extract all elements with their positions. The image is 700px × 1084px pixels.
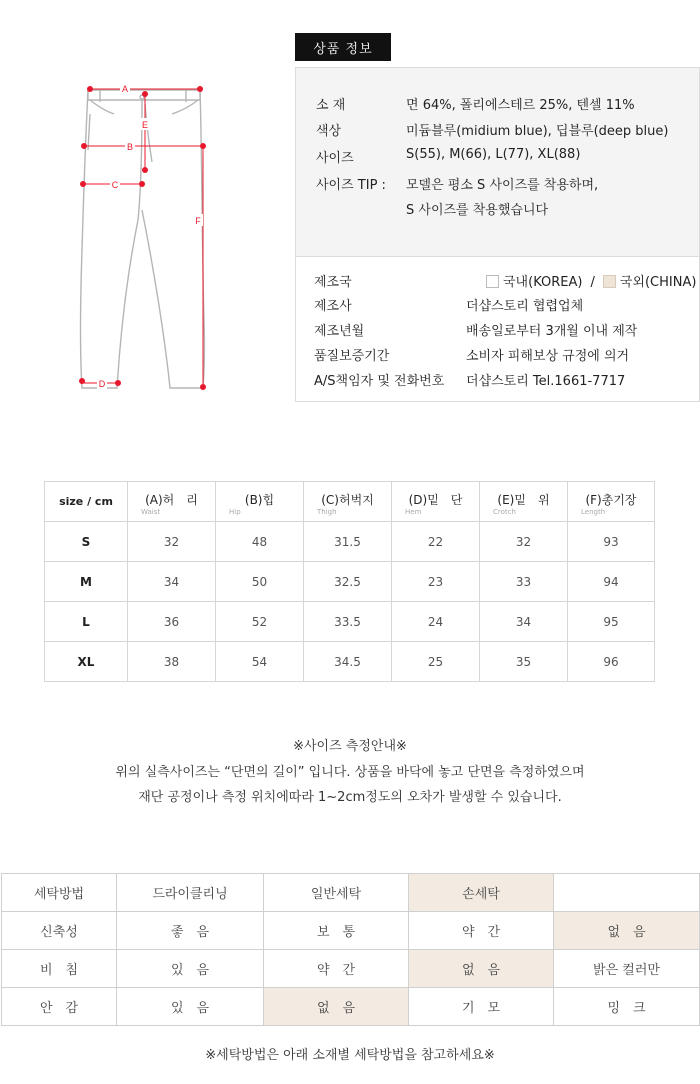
spec-box: 소 재 면 64%, 폴리에스테르 25%, 텐셀 11% 색상 미듐블루(midium blue), 딥블루(deep blue) 사이즈 S(55), M(66), L(77), XL(88) 사이즈 TIP : 모델은 평소 S 사이즈를 착용하며, S 사이즈를 착용했습니다	[295, 67, 700, 257]
table-row	[2, 950, 700, 988]
header-hem: (D)밑 단 Hem	[392, 482, 480, 522]
care-cell: 약 간	[264, 950, 409, 988]
size-corner: size / cm	[45, 482, 128, 522]
label-b: B	[126, 142, 134, 152]
care-cell: 약 간	[409, 912, 554, 950]
checkbox-china[interactable]	[603, 275, 616, 288]
care-row-label: 신축성	[2, 912, 117, 950]
care-row-label: 세탁방법	[2, 874, 117, 912]
table-row: S 32 48 31.5 22 32 93	[45, 522, 655, 562]
label-e: E	[141, 120, 149, 130]
care-cell: 없 음	[409, 950, 554, 988]
pants-measurement-diagram	[0, 70, 280, 410]
product-info-title: 상품 정보	[295, 33, 391, 61]
care-footer: ※세탁방법은 아래 소재별 세탁방법을 참고하세요※	[205, 1048, 495, 1063]
care-cell: 손세탁	[409, 874, 554, 912]
header-length: (F)총기장 Length	[568, 482, 655, 522]
care-cell: 밍 크	[554, 988, 700, 1026]
label-c: C	[111, 180, 119, 190]
size-note-title: ※사이즈 측정안내※	[293, 739, 407, 754]
origin-korea-label: 국내(KOREA)	[503, 275, 583, 290]
table-row	[2, 912, 700, 950]
care-cell: 보 통	[264, 912, 409, 950]
care-cell: 없 음	[264, 988, 409, 1026]
measurement-lines	[79, 82, 206, 390]
care-cell: 좋 음	[117, 912, 264, 950]
care-table	[1, 873, 700, 1026]
table-row	[2, 988, 700, 1026]
label-f: F	[195, 216, 201, 226]
table-row: XL 38 54 34.5 25 35 96	[45, 642, 655, 682]
care-cell: 드라이클리닝	[117, 874, 264, 912]
label-d: D	[98, 379, 106, 389]
origin-china-label: 국외(CHINA)	[619, 275, 697, 290]
care-cell: 없 음	[554, 912, 700, 950]
care-cell	[554, 874, 700, 912]
care-cell: 밝은 컬러만	[554, 950, 700, 988]
header-hip: (B)힙 Hip	[216, 482, 304, 522]
care-cell: 일반세탁	[264, 874, 409, 912]
care-cell: 기 모	[409, 988, 554, 1026]
care-cell: 있 음	[117, 988, 264, 1026]
label-a: A	[121, 84, 129, 94]
care-row-label: 비 침	[2, 950, 117, 988]
origin-separator: /	[590, 275, 595, 290]
table-row: L 36 52 33.5 24 34 95	[45, 602, 655, 642]
pants-outline	[81, 90, 205, 388]
size-note-line2: 재단 공정이나 측정 위치에따라 1~2cm정도의 오차가 발생할 수 있습니다.	[138, 790, 562, 805]
header-crotch: (E)밑 위 Crotch	[480, 482, 568, 522]
header-thigh: (C)허벅지 Thigh	[304, 482, 392, 522]
care-row-label: 안 감	[2, 988, 117, 1026]
size-note-line1: 위의 실측사이즈는 “단면의 길이” 입니다. 상품을 바닥에 놓고 단면을 측정하였으며	[115, 765, 585, 780]
manufacture-box: 제조국 국내(KOREA) / 국외(CHINA) 제조사 더샵스토리 협렵업체 제조년월 배송일로부터 3개월 이내 제작 품질보증기간 소비자 피해보상 규정에 의거 A/S책임자 및 전화번호 더샵스토리 Tel.1661-7717	[295, 257, 700, 402]
table-row	[2, 874, 700, 912]
care-cell: 있 음	[117, 950, 264, 988]
size-table-header	[45, 482, 655, 522]
header-waist: (A)허 리 Waist	[128, 482, 216, 522]
table-row: M 34 50 32.5 23 33 94	[45, 562, 655, 602]
checkbox-korea[interactable]	[486, 275, 499, 288]
size-table	[44, 481, 655, 682]
